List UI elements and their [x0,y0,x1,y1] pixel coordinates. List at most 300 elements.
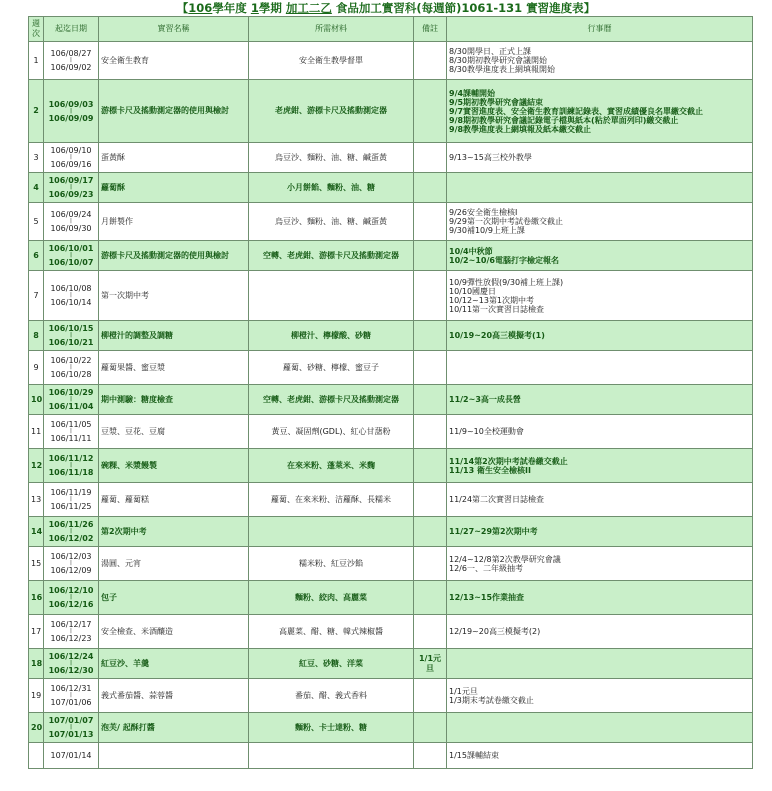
table-row [29,385,753,415]
event-item: 12/19~20高三模擬考(2) [449,627,541,636]
date-separator: | [70,154,72,160]
date-separator: | [70,218,72,224]
date-start: 106/12/03 [50,552,92,561]
events-cell [447,241,753,271]
event-item: 9/4課輔開始 [449,88,496,98]
note-cell [414,321,447,351]
date-separator: | [70,660,72,666]
date-start: 106/10/08 [50,284,92,293]
table-row [29,581,753,615]
lesson-name-cell [99,42,249,80]
events-cell [447,679,753,713]
header-name: 實習名稱 [99,17,249,42]
lesson-name: 月餅製作 [101,216,133,226]
table-row [29,615,753,649]
events-cell [447,581,753,615]
lesson-name: 豆漿、豆花、豆腐 [101,426,165,436]
lesson-name-cell [99,649,249,679]
materials-cell [249,241,414,271]
materials-cell [249,143,414,173]
date-start: 106/10/15 [48,324,94,333]
date-cell [44,385,99,415]
date-cell [44,547,99,581]
week-cell [29,203,44,241]
week-number: 13 [31,494,42,504]
materials-cell [249,203,414,241]
week-number: 16 [31,592,43,602]
lesson-name: 蘿蔔、蘿蔔糕 [101,494,149,504]
date-separator: | [70,628,72,634]
lesson-name: 安全衛生教育 [101,55,149,65]
event-item: 1/15課輔結束 [449,751,499,760]
week-cell [29,173,44,203]
date-end: 106/10/14 [50,298,92,307]
week-cell [29,679,44,713]
materials-text: 柳橙汁、檸檬酸、砂糖 [291,330,371,340]
events-cell [447,415,753,449]
date-cell [44,173,99,203]
lesson-name: 泡芙/ 起酥打醬 [101,722,155,732]
lesson-name: 包子 [101,592,117,602]
title-term-suffix: 學期 [258,1,282,15]
date-start: 106/08/27 [50,49,92,58]
materials-text: 蘿蔔、砂糖、檸檬、蜜豆子 [283,362,379,372]
date-separator: | [70,107,72,114]
date-start: 106/10/22 [50,356,92,365]
date-end: 106/12/16 [48,600,94,609]
date-end: 106/10/21 [48,338,94,347]
event-item: 10/10國慶日 [449,286,497,296]
date-end: 107/01/13 [48,730,94,739]
event-item: 12/13~15作業抽查 [449,593,525,602]
lesson-name-cell [99,351,249,385]
event-item: 8/30教學進度表上網填報開始 [449,65,555,74]
materials-text: 空轉、老虎鉗、游標卡尺及搖動測定器 [263,394,399,404]
event-item: 10/12~13第1次期中考 [449,295,535,305]
event-item: 9/8教學進度表上網填報及紙本繳交截止 [449,124,592,134]
date-cell [44,743,99,769]
events-cell [447,385,753,415]
event-item: 8/30期初教學研究會議開始 [449,56,547,65]
events-cell [447,649,753,679]
date-separator: | [70,496,72,502]
note-cell [414,615,447,649]
week-cell [29,483,44,517]
date-separator: | [70,57,72,63]
week-cell [29,321,44,351]
materials-text: 小月餅餡、麵粉、油、糖 [287,182,375,192]
table-row [29,483,753,517]
events-cell [447,743,753,769]
week-number: 15 [31,558,42,568]
materials-text: 在來米粉、蓬萊米、米麴 [287,460,375,470]
date-start: 106/09/10 [50,146,92,155]
week-number: 4 [33,182,39,192]
event-item: 11/27~29第2次期中考 [449,527,538,536]
lesson-name: 第一次期中考 [101,290,149,300]
lesson-name: 柳橙汁的調整及調糖 [101,330,173,340]
event-item: 12/4~12/8第2次教學研究會議 [449,554,561,564]
event-item: 9/8期初教學研究會議記錄電子檔與紙本(粘於單面列印)繳交截止 [449,115,679,125]
title-doc: 實習進度表 [526,1,584,15]
date-start: 106/09/17 [48,176,94,185]
materials-text: 安全衛生教學督單 [299,55,363,65]
lesson-name: 第2次期中考 [101,526,147,536]
lesson-name: 義式番茄醬、蒜蓉醬 [101,690,173,700]
week-cell [29,547,44,581]
date-separator: | [70,528,72,534]
header-row [29,17,753,42]
table-row [29,743,753,769]
table-row [29,547,753,581]
materials-text: 老虎鉗、游標卡尺及搖動測定器 [275,106,387,115]
lesson-name: 碗粿、米漿饅製 [101,460,157,470]
materials-cell [249,743,414,769]
date-end: 106/12/02 [48,534,94,543]
title-year-suffix: 學年度 [212,1,247,15]
materials-text: 烏豆沙、麵粉、油、糖、鹹蛋黃 [275,216,387,226]
week-number: 19 [31,690,42,700]
materials-text: 烏豆沙、麵粉、油、糖、鹹蛋黃 [275,152,387,162]
lesson-name-cell [99,743,249,769]
lesson-name: 蛋黃酥 [101,152,125,162]
lesson-name-cell [99,415,249,449]
title-open: 【 [176,1,189,15]
week-cell [29,713,44,743]
date-separator: | [70,332,72,338]
materials-text: 蘿蔔、在來米粉、洁蘿酥、長糯米 [271,494,391,504]
week-cell [29,351,44,385]
date-start: 106/09/03 [48,99,94,109]
date-cell [44,415,99,449]
events-cell [447,321,753,351]
header-note: 備註 [414,17,447,42]
date-cell [44,615,99,649]
week-number: 2 [33,106,39,115]
events-cell [447,615,753,649]
week-cell [29,271,44,321]
materials-cell [249,649,414,679]
event-item: 8/30開學日、正式上課 [449,47,531,56]
materials-text: 麵粉、絞肉、高麗菜 [295,592,367,602]
note-cell [414,203,447,241]
materials-cell [249,713,414,743]
event-item: 10/4中秋節 [449,246,493,256]
materials-cell [249,173,414,203]
date-end: 107/01/06 [50,698,92,707]
lesson-name-cell [99,80,249,143]
note-cell [414,581,447,615]
date-separator: | [70,724,72,730]
note-cell [414,649,447,679]
note-cell [414,80,447,143]
materials-cell [249,679,414,713]
lesson-name: 蘿蔔酥 [101,182,125,192]
date-start: 106/11/26 [48,520,94,529]
event-item: 11/24第二次實習日誌檢查 [449,495,545,504]
lesson-name: 紅豆沙、羊羹 [101,658,149,668]
lesson-name-cell [99,321,249,351]
week-number: 9 [33,362,39,372]
date-start: 106/10/29 [48,388,94,397]
table-row [29,42,753,80]
date-cell [44,321,99,351]
title-term: 1 [250,1,259,15]
event-item: 9/30補10/9上班上課 [449,226,525,235]
event-item: 12/6一、二年級抽考 [449,563,523,573]
date-cell [44,42,99,80]
event-item: 1/3期末考試卷繳交截止 [449,695,534,705]
note-cell [414,449,447,483]
date-end: 106/09/02 [50,63,92,72]
date-separator: | [70,252,72,258]
materials-cell [249,449,414,483]
week-number: 17 [31,626,42,636]
materials-cell [249,351,414,385]
table-row [29,203,753,241]
lesson-name: 蘿蔔果醬、蜜豆漿 [101,362,165,372]
event-item: 10/19~20高三模擬考(1) [449,331,545,340]
date-cell [44,143,99,173]
materials-cell [249,415,414,449]
document-title [0,0,772,16]
date-cell [44,581,99,615]
date-cell [44,649,99,679]
materials-cell [249,547,414,581]
date-separator: | [70,428,72,434]
date-cell [44,351,99,385]
note-cell [414,547,447,581]
week-number: 18 [31,658,43,668]
lesson-name-cell [99,615,249,649]
week-number: 14 [31,526,43,536]
materials-text: 紅豆、砂糖、洋菜 [299,658,363,668]
date-end: 106/11/11 [50,434,92,443]
events-cell [447,547,753,581]
week-cell [29,241,44,271]
lesson-name-cell [99,143,249,173]
date-cell [44,271,99,321]
date-start: 107/01/07 [48,716,94,725]
lesson-name-cell [99,581,249,615]
events-cell [447,483,753,517]
materials-cell [249,42,414,80]
lesson-name: 游標卡尺及搖動測定器的使用與檢討 [101,250,229,260]
date-end: 106/10/07 [48,258,94,267]
event-item: 11/2~3高一成長營 [449,395,521,404]
note-cell [414,713,447,743]
lesson-name-cell [99,713,249,743]
lesson-name-cell [99,517,249,547]
date-cell [44,517,99,547]
event-item: 11/13 衛生安全檢核II [449,465,531,475]
week-number: 3 [33,152,39,162]
table-row [29,241,753,271]
note-cell [414,743,447,769]
lesson-name-cell [99,679,249,713]
table-row [29,80,753,143]
date-cell [44,203,99,241]
week-cell [29,42,44,80]
table-row [29,449,753,483]
date-cell [44,483,99,517]
date-start: 107/01/14 [50,751,92,760]
header-week: 週次 [29,17,44,42]
table-row [29,649,753,679]
date-separator: | [70,292,72,298]
note-cell [414,143,447,173]
header-date: 起迄日期 [44,17,99,42]
title-close: 】 [583,1,596,15]
lesson-name-cell [99,241,249,271]
date-start: 106/11/12 [48,454,94,463]
note-text: 1/1元旦 [418,653,442,673]
date-start: 106/10/01 [48,244,94,253]
week-cell [29,415,44,449]
week-cell [29,143,44,173]
event-item: 9/13~15高三校外教學 [449,153,532,162]
event-item: 9/29第一次期中考試卷繳交截止 [449,217,563,226]
date-end: 106/09/09 [48,113,94,123]
week-number: 1 [33,55,39,65]
date-separator: | [70,560,72,566]
lesson-name-cell [99,547,249,581]
table-row [29,713,753,743]
date-start: 106/11/05 [50,420,92,429]
lesson-name-cell [99,271,249,321]
lesson-name-cell [99,449,249,483]
table-row [29,271,753,321]
header-events: 行事曆 [447,17,753,42]
date-end: 106/09/30 [50,224,92,233]
events-cell [447,42,753,80]
lesson-name: 安全檢查、米酒釀造 [101,626,173,636]
lesson-name: 游標卡尺及搖動測定器的使用與檢討 [101,106,229,115]
note-cell [414,517,447,547]
lesson-name-cell [99,203,249,241]
date-start: 106/12/10 [48,586,94,595]
event-item: 9/7實習進度表、安全衛生教育訓練記錄表、實習成績優良名單繳交截止 [449,106,704,116]
date-cell [44,713,99,743]
date-end: 106/11/25 [50,502,92,511]
week-number: 12 [31,460,43,470]
week-cell [29,385,44,415]
date-separator: | [70,462,72,468]
materials-text: 高麗菜、醋、糖、韓式辣椒醬 [279,626,383,636]
event-item: 10/11第一次實習日誌檢查 [449,304,545,314]
week-cell [29,80,44,143]
events-cell [447,203,753,241]
materials-cell [249,385,414,415]
lesson-name-cell [99,483,249,517]
date-end: 106/10/28 [50,370,92,379]
note-cell [414,351,447,385]
note-cell [414,173,447,203]
events-cell [447,80,753,143]
event-item: 10/9彈性放假(9/30補上班上課) [449,277,564,287]
week-number: 8 [33,330,39,340]
date-separator: | [70,396,72,402]
event-item: 1/1元旦 [449,686,478,696]
date-end: 106/09/16 [50,160,92,169]
materials-text: 番茄、醋、義式香料 [295,690,367,700]
week-number: 20 [31,722,43,732]
note-cell [414,679,447,713]
note-cell [414,42,447,80]
week-cell [29,743,44,769]
date-separator: | [70,364,72,370]
title-class: 加工二乙 [285,1,332,15]
date-separator: | [70,594,72,600]
lesson-name: 湯圓、元宵 [101,558,141,568]
materials-cell [249,581,414,615]
table-row [29,321,753,351]
events-cell [447,449,753,483]
header-materials: 所需材料 [249,17,414,42]
date-start: 106/12/31 [50,684,92,693]
week-cell [29,517,44,547]
week-cell [29,449,44,483]
events-cell [447,351,753,385]
table-row [29,415,753,449]
date-cell [44,679,99,713]
note-cell [414,415,447,449]
table-row [29,173,753,203]
week-number: 10 [31,394,43,404]
schedule-table [28,16,753,769]
materials-text: 黃豆、凝固劑(GDL)、紅心甘藷粉 [271,426,391,436]
week-cell [29,615,44,649]
lesson-name-cell [99,173,249,203]
week-number: 5 [33,216,39,226]
events-cell [447,271,753,321]
date-separator: | [70,692,72,698]
table-row [29,351,753,385]
week-cell [29,581,44,615]
week-number: 6 [33,250,39,260]
date-end: 106/11/18 [48,468,94,477]
materials-cell [249,321,414,351]
date-end: 106/12/23 [50,634,92,643]
event-item: 11/14第2次期中考試卷繳交截止 [449,456,568,466]
events-cell [447,713,753,743]
materials-text: 麵粉、卡士達粉、糖 [295,722,367,732]
date-start: 106/11/19 [50,488,92,497]
date-start: 106/12/24 [48,652,94,661]
event-item: 11/9~10全校運動會 [449,427,524,436]
note-cell [414,385,447,415]
lesson-name-cell [99,385,249,415]
title-year: 106 [188,1,213,15]
date-end: 106/11/04 [48,402,94,411]
table-row [29,143,753,173]
date-end: 106/12/09 [50,566,92,575]
materials-cell [249,483,414,517]
date-start: 106/09/24 [50,210,92,219]
schedule-body [29,42,753,769]
materials-cell [249,615,414,649]
lesson-name: 期中測驗：糖度檢查 [101,394,173,404]
note-cell [414,271,447,321]
note-cell [414,241,447,271]
date-separator: | [70,184,72,190]
week-cell [29,649,44,679]
materials-text: 空轉、老虎鉗、游標卡尺及搖動測定器 [263,250,399,260]
materials-cell [249,517,414,547]
table-row [29,679,753,713]
date-start: 106/12/17 [50,620,92,629]
week-number: 11 [31,426,42,436]
